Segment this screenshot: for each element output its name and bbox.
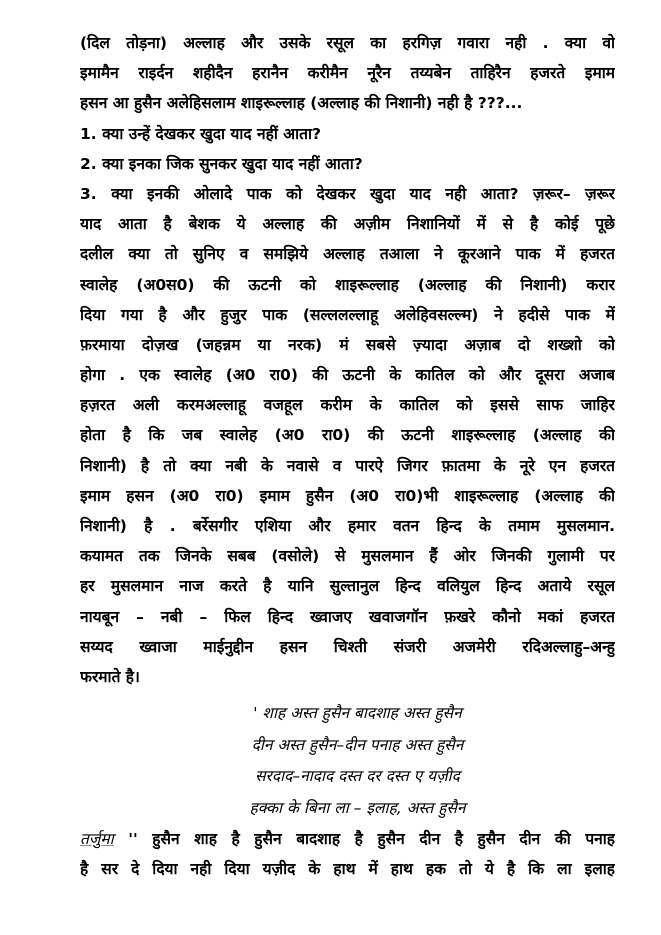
body-line: दलील क्या तो सुनिए व समझिये अल्लाह तआला ने कूरआने पाक में हजरत <box>80 245 615 264</box>
body-line: सय्यद ख्वाजा माईनुद्दीन हसन चिश्ती संजरी अजमेरी रदिअल्लाहु–अन्हु <box>80 637 615 656</box>
question-item-2: 2. क्या इनका जिक सुनकर खुदा याद नहीं आता? <box>80 154 363 173</box>
body-line: फरमाते है। <box>80 667 140 686</box>
body-line: हर मुसलमान नाज करते है यानि सुल्तानुल हिन्द वलियुल हिन्द अताये रसूल <box>80 577 615 596</box>
body-line: स्वालेह (अ0स0) की ऊटनी को शाइरूल्लाह (अल्लाह की निशानी) करार <box>80 275 615 294</box>
translation-text: '' हुसैन शाह है हुसैन बादशाह है हुसैन दीन है हुसैन दीन की पनाह <box>113 830 615 849</box>
question-item-1: 1. क्या उन्हें देखकर खुदा याद नहीं आता? <box>80 124 321 143</box>
body-line: फ़रमाया दोज़ख (जहन्नम या नरक) मं सबसे ज़्यादा अज़ाब दो शख्शो को <box>80 335 615 354</box>
body-line: कयामत तक जिनके सबब (वसोले) से मुसलमान हैं ओर जिनकी गुलामी पर <box>80 547 615 566</box>
body-line: निशानी) है तो क्या नबी के नवासे व पारऐ जिगर फ़ातमा के नूरे एन हजरत <box>80 456 615 475</box>
verse-block <box>80 698 615 824</box>
question-item-3: 3. क्या इनकी ओलादे पाक को देखकर खुदा याद नही आता? ज़रूर– ज़रूर <box>80 184 615 203</box>
translation-line: है सर दे दिया नही दिया यज़ीद के हाथ में हाथ हक तो ये है कि ला इलाह <box>80 860 615 879</box>
body-line: इमामैन राइर्दन शहीदैन हरानैन करीमैन नूरैन तय्यबेन ताहिरैन हजरते इमाम <box>80 64 615 83</box>
body-line: याद आता है बेशक ये अल्लाह की अज़ीम निशानियों में से है कोई पूछे <box>80 215 615 234</box>
verse-line: हक्का के बिना ला – इलाह, अस्त हुसैन <box>249 798 466 817</box>
body-line: नायबून – नबी – फिल हिन्द ख्वाजए खवाजगॉन फ़खरे कौनो मकां हजरत <box>80 607 615 626</box>
body-line: हज़रत अली करमअल्लाहू वजहूल करीम के कातिल को इससे साफ जाहिर <box>80 396 615 415</box>
verse-line: ' शाह अस्त हुसैन बादशाह अस्त हुसैन <box>253 704 462 723</box>
verse-line: दीन अस्त हुसैन–दीन पनाह अस्त हुसैन <box>251 735 464 754</box>
body-line: होगा . एक स्वालेह (अ0 रा0) की ऊटनी के कातिल को और दूसरा अजाब <box>80 366 615 385</box>
translation-label: तर्जुमा <box>80 830 114 849</box>
body-line: दिया गया है और हुजुर पाक (सल्ललल्लाहू अलेहिवसल्ल्म) ने हदीसे पाक में <box>80 305 615 324</box>
body-line: हसन आ हुसैन अलेहिसलाम शाइरूल्लाह (अल्लाह की निशानी) नही है ???... <box>80 94 523 113</box>
body-line: होता है कि जब स्वालेह (अ0 रा0) की ऊटनी शाइरूल्लाह (अल्लाह की <box>80 426 615 445</box>
document-page <box>80 28 615 885</box>
translation-line <box>80 824 615 854</box>
verse-line: सरदाद–नादाद दस्त दर दस्त ए यज़ीद <box>255 767 460 786</box>
body-line: इमाम हसन (अ0 रा0) इमाम हुसैन (अ0 रा0)भी शाइरूल्लाह (अल्लाह की <box>80 486 615 505</box>
body-line: निशानी) है . बर्रेसगीर एशिया और हमार वतन हिन्द के तमाम मुसलमान. <box>80 517 615 535</box>
body-line: (दिल तोड़ना) अल्लाह और उसके रसूल का हरगिज़ गवारा नही . क्या वो <box>80 34 615 52</box>
